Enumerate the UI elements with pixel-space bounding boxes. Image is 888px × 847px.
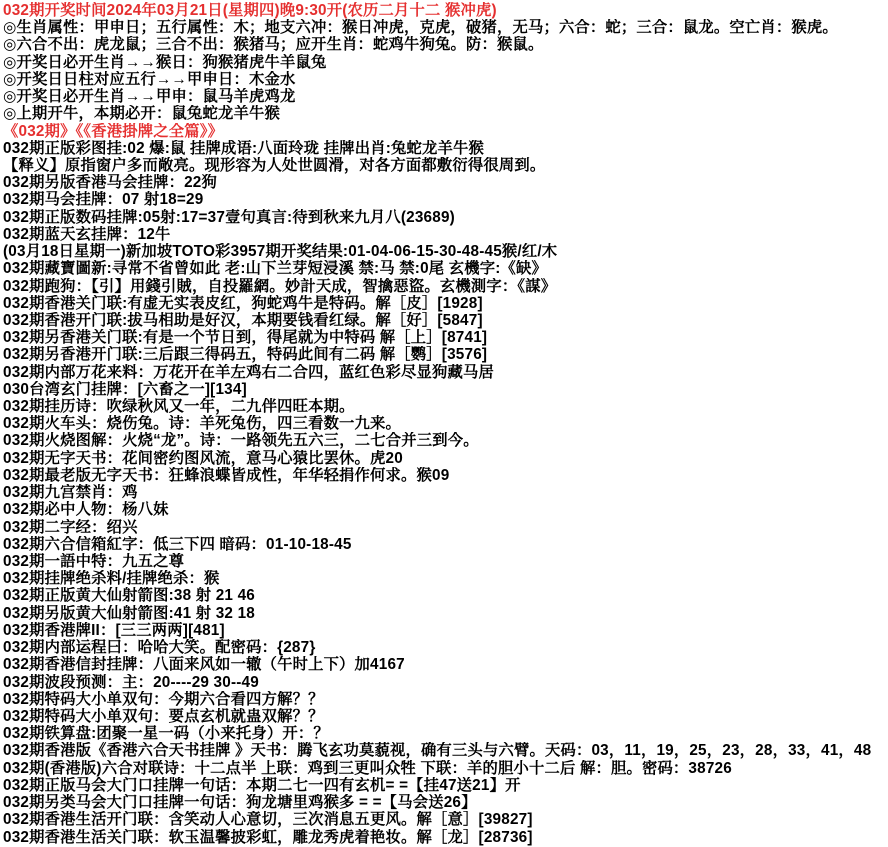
heading-line: 032期开奖时间2024年03月21日(星期四)晚9:30开(农历二月十二 猴冲虎) [3,2,497,19]
text-line: 030台湾玄门挂牌：[六畜之一][134] [3,380,247,398]
text-line: 032期内部运程曰：哈哈大笑。配密码：{287} [3,639,316,657]
text-line: 032期正版数码挂牌:05射:17=37壹句真言:待到秋来九月八(23689) [3,208,455,226]
text-line: 【释义】原指窗户多而敞亮。现形容为人处世圆滑，对各方面都敷衍得很周到。 [3,156,546,174]
text-line: 032期香港开门联:拔马相助是好汉，本期要钱看红绿。解［好］[5847] [3,311,483,329]
text-line: 032期另版香港马会挂牌：22狗 [3,174,218,192]
text-line: 032期另香港关门联:有是一个节日到，得尾就为中特码 解［上］[8741] [3,329,488,347]
text-line: 032期铁算盘:团聚一星一码（小来托身）开：？ [3,725,329,743]
text-line: 032期另香港开门联:三后跟三得码五，特码此间有二码 解［鹦］[3576] [3,346,488,364]
text-line: ◎开奖日必开生肖→→猴日：狗猴猪虎牛羊鼠兔 [3,53,327,71]
heading-line: 《032期》《《香港掛牌之全篇》》 [3,122,224,140]
text-line: 032期另类马会大门口挂牌一句话：狗龙塘里鸡猴多 = =【马会送26】 [3,794,477,812]
text-line: ◎生肖属性：甲申日；五行属性：木；地支六冲：猴日冲虎，克虎，破猪，无马；六合：蛇；三合：鼠龙。空亡肖：猴虎。 [3,19,838,37]
text-line: ◎六合不出：虎龙鼠；三合不出：猴猪马；应开生肖：蛇鸡牛狗兔。防：猴鼠。 [3,36,544,54]
text-line: 032期挂历诗：吹绿秋风又一年，二九伴四旺本期。 [3,398,355,416]
text-line: 032期蓝天玄挂牌：12牛 [3,225,171,243]
text-line: 032期最老版无字天书：狂蜂浪蝶皆成性，年华轻捐作何求。猴09 [3,466,450,484]
lottery-text-body [3,2,888,846]
text-line: 032期正版马会大门口挂牌一句话：本期二七一四有玄机= =【挂47送21】开 [3,776,521,794]
text-line: 032期一語中特：九五之尊 [3,553,185,570]
text-line: 032期内部万花来料：万花开在羊左鸡右二合四，蓝红色彩尽显狗藏马居 [3,363,495,381]
text-line: 032期特码大小单双句：今期六合看四方解？？ [3,690,324,708]
text-line: 032期无字天书：花间密约图风流，意马心猿比罢休。虎20 [3,449,403,467]
text-line: ◎上期开牛，本期必开：鼠兔蛇龙羊牛猴 [3,105,280,123]
text-line: 032期香港生活关门联：软玉温馨披彩虹，雕龙秀虎着艳妆。解［龙］[28736] [3,828,533,846]
text-line: 032期(香港版)六合对联诗：十二点半 上联：鸡到三更叫众牲 下联：羊的胆小十二后 解：胆。密码：38726 [3,759,732,777]
text-line: 032期香港牌II：[三三两两][481] [3,621,225,639]
text-line: 032期藏寶圖新:寻常不省曾如此 老:山下兰芽短浸溪 禁:马 禁:0尾 玄機字:《缺》 [3,260,548,278]
text-line: ◎开奖日日柱对应五行→→甲申日：木金水 [3,70,296,88]
text-line: 032期香港生活开门联：含笑动人心意切，三次消息五更风。解［意］[39827] [3,811,533,829]
text-line: 032期九宫禁肖：鸡 [3,484,138,502]
text-line: 032期香港信封挂牌：八面来风如一辙（午时上下）加4167 [3,656,405,674]
text-line: 032期正版黄大仙射箭图:38 射 21 46 [3,587,255,605]
text-line: 032期特码大小单双句：要点玄机就蛊双解？？ [3,707,324,725]
text-line: 032期挂牌绝杀料/挂牌绝杀：猴 [3,570,220,588]
text-line: ◎开奖日必开生肖→→甲申：鼠马羊虎鸡龙 [3,88,296,106]
text-line: 032期必中人物：杨八妹 [3,501,169,519]
text-line: 032期火烧图解：火烧“龙”。诗：一路领先五六三，二七合并三到今。 [3,432,479,450]
text-line: 032期马会挂牌：07 射18=29 [3,191,204,209]
text-line: 032期二字经：绍兴 [3,518,138,536]
text-line: 032期香港关门联:有虚无实表皮红，狗蛇鸡牛是特码。解［皮］[1928] [3,294,483,312]
text-line: 032期跑狗：【引】用錢引賊，自投羅網。妙計天成，智擒惡盜。玄機測字：《謀》 [3,277,557,295]
text-line: 032期香港版《香港六合天书挂牌 》天书：腾飞玄功莫藐视，确有三头与六臂。天码：03，11，19，25，23，28，33，41，48 [3,742,872,760]
text-line: (03月18日星期一)新加坡TOTO彩3957期开奖结果:01-04-06-15-30-48-45猴/红/木 [3,243,558,261]
text-line: 032期火车头：烧伤兔。诗：羊死兔伤，四三看数一九来。 [3,415,402,433]
text-line: 032期正版彩图挂:02 爆:鼠 挂牌成语:八面玲珑 挂牌出肖:兔蛇龙羊牛猴 [3,139,484,157]
text-line: 032期六合信箱紅字：低三下四 暗码：01-10-18-45 [3,535,352,553]
text-line: 032期另版黄大仙射箭图:41 射 32 18 [3,604,255,622]
text-line: 032期波段预测：主：20----29 30--49 [3,673,259,691]
